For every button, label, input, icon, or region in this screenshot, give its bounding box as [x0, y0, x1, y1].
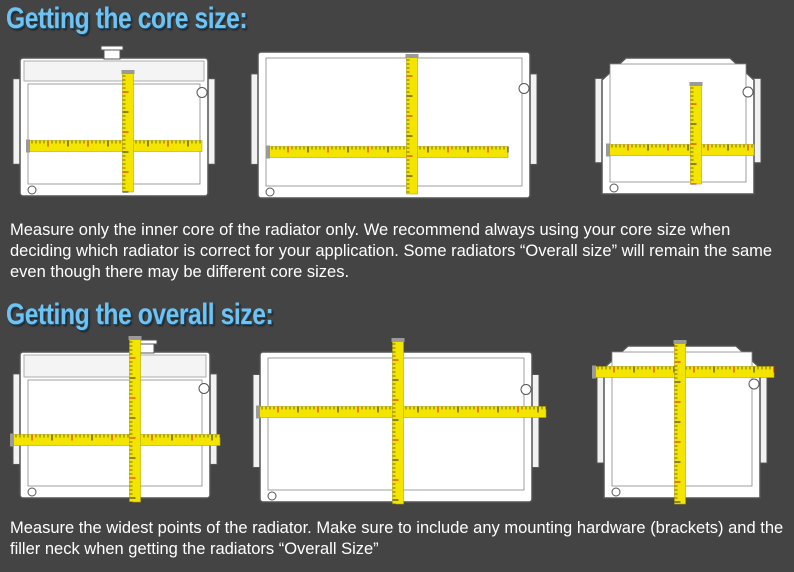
radiator-diagram-4	[8, 336, 228, 506]
overall-measure-radiator-2	[248, 338, 554, 506]
tape-measure	[129, 336, 142, 502]
top-tank	[24, 61, 204, 81]
radiator-diagram-5	[248, 338, 554, 506]
inlet-fitting	[199, 384, 209, 394]
radiator-diagram-1	[8, 44, 220, 202]
drain-fitting	[610, 184, 618, 192]
overall-size-heading: Getting the overall size:	[6, 298, 274, 331]
drain-fitting	[28, 488, 36, 496]
core-size-heading: Getting the core size:	[6, 2, 248, 35]
filler-cap	[101, 46, 123, 50]
tape-measure	[674, 340, 687, 504]
radiator-core	[28, 84, 200, 184]
core-size-description: Measure only the inner core of the radiator only. We recommend always using your core size when deciding which radiator is correct for your application. Some radiators “Overall size” will remain the same even though there may be different core sizes.	[10, 221, 773, 281]
tape-body	[393, 340, 404, 504]
inlet-fitting	[521, 385, 531, 395]
tape-body	[407, 56, 418, 194]
tape-measure	[392, 338, 405, 504]
drain-fitting	[266, 188, 274, 196]
tape-hook	[606, 144, 610, 157]
tape-measure	[406, 54, 419, 194]
tape-hook	[129, 336, 142, 340]
tape-measure	[690, 82, 703, 184]
tape-hook	[266, 146, 270, 159]
tape-hook	[592, 366, 596, 379]
tape-body	[130, 338, 141, 502]
tape-measure	[26, 140, 202, 153]
tape-hook	[10, 434, 14, 447]
radiator-diagram-2	[246, 44, 550, 202]
radiator-diagram-3	[590, 52, 770, 198]
radiator-core	[266, 58, 522, 186]
tape-body	[691, 84, 702, 184]
tape-measure	[10, 434, 220, 447]
drain-fitting	[268, 492, 276, 500]
tape-hook	[122, 70, 135, 74]
tape-hook	[674, 340, 687, 344]
inlet-fitting	[197, 88, 207, 98]
radiator-diagram-6	[588, 336, 778, 506]
core-measure-radiator-1	[8, 44, 220, 202]
inlet-fitting	[743, 87, 753, 97]
tape-hook	[392, 338, 405, 342]
drain-fitting	[28, 186, 36, 194]
tape-hook	[256, 406, 260, 419]
radiator-core	[28, 380, 202, 486]
tape-hook	[690, 82, 703, 86]
core-measure-radiator-3	[590, 52, 770, 198]
tape-hook	[26, 140, 30, 153]
tape-measure	[122, 70, 135, 192]
tape-measure	[606, 144, 754, 157]
core-measure-radiator-2	[246, 44, 550, 202]
overall-size-description: Measure the widest points of the radiator. Make sure to include any mounting hardware (brackets) and the filler neck when getting the radiators “Overall Size”	[10, 519, 784, 558]
overall-measure-radiator-1	[8, 336, 228, 506]
inlet-fitting	[519, 84, 529, 94]
inlet-fitting	[749, 379, 759, 389]
radiator-core	[610, 64, 746, 182]
top-tank	[24, 355, 206, 377]
drain-fitting	[612, 488, 620, 496]
tape-measure	[266, 146, 508, 159]
overall-measure-radiator-3	[588, 336, 778, 506]
tape-hook	[406, 54, 419, 58]
